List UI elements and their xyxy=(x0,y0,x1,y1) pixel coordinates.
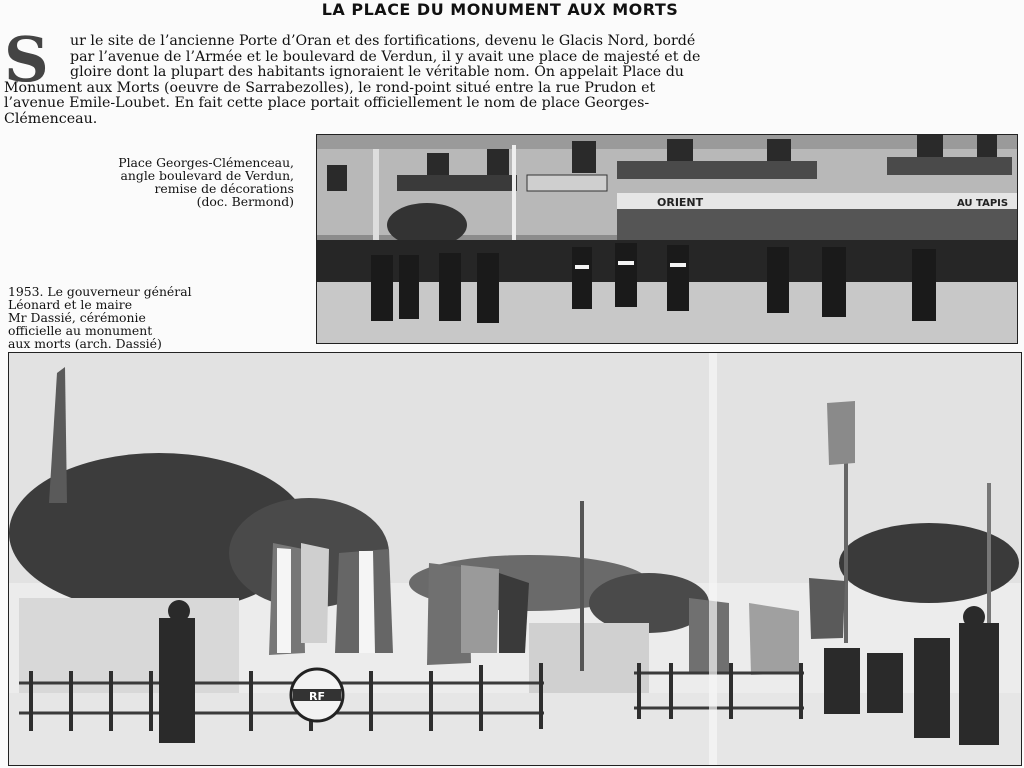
rf-emblem-label: RF xyxy=(309,690,325,703)
intro-line: Monument aux Morts (oeuvre de Sarrabezolles), le rond-point situé entre la rue Prudon et xyxy=(4,79,656,96)
shop-sign-orient: ORIENT xyxy=(657,196,704,209)
intro-line: l’avenue Emile-Loubet. En fait cette place portait officiellement le nom de place Georges- xyxy=(4,95,650,112)
intro-line: gloire dont la plupart des habitants ignoraient le véritable nom. On appelait Place du xyxy=(70,64,684,81)
photo1-caption xyxy=(4,156,294,208)
shop-sign-tapis: AU TAPIS xyxy=(957,198,1009,209)
intro-line: Clémenceau. xyxy=(4,110,98,127)
photo-decoration-ceremony xyxy=(316,134,1018,344)
intro-line: ur le site de l’ancienne Porte d’Oran et des fortifications, devenu le Glacis Nord, bordé xyxy=(70,33,696,49)
caption-line: officielle au monument xyxy=(8,323,153,338)
intro-paragraph xyxy=(4,23,1004,128)
caption-line: Place Georges-Clémenceau, xyxy=(118,155,294,170)
intro-line: par l’avenue de l’Armée et le boulevard de Verdun, il y avait une place de majesté et de xyxy=(70,48,701,65)
caption-line: angle boulevard de Verdun, xyxy=(120,168,294,183)
drop-cap: S xyxy=(4,23,49,96)
caption-line: Léonard et le maire xyxy=(8,297,133,312)
caption-line: Mr Dassié, cérémonie xyxy=(8,310,146,325)
page-title: LA PLACE DU MONUMENT AUX MORTS xyxy=(321,0,679,19)
caption-line: remise de décorations xyxy=(154,181,294,196)
photo2-caption xyxy=(8,285,308,350)
photo-monument-ceremony xyxy=(8,352,1022,766)
caption-line: (doc. Bermond) xyxy=(196,194,294,209)
caption-line: 1953. Le gouverneur général xyxy=(8,284,192,299)
caption-line: aux morts (arch. Dassié) xyxy=(8,336,162,351)
